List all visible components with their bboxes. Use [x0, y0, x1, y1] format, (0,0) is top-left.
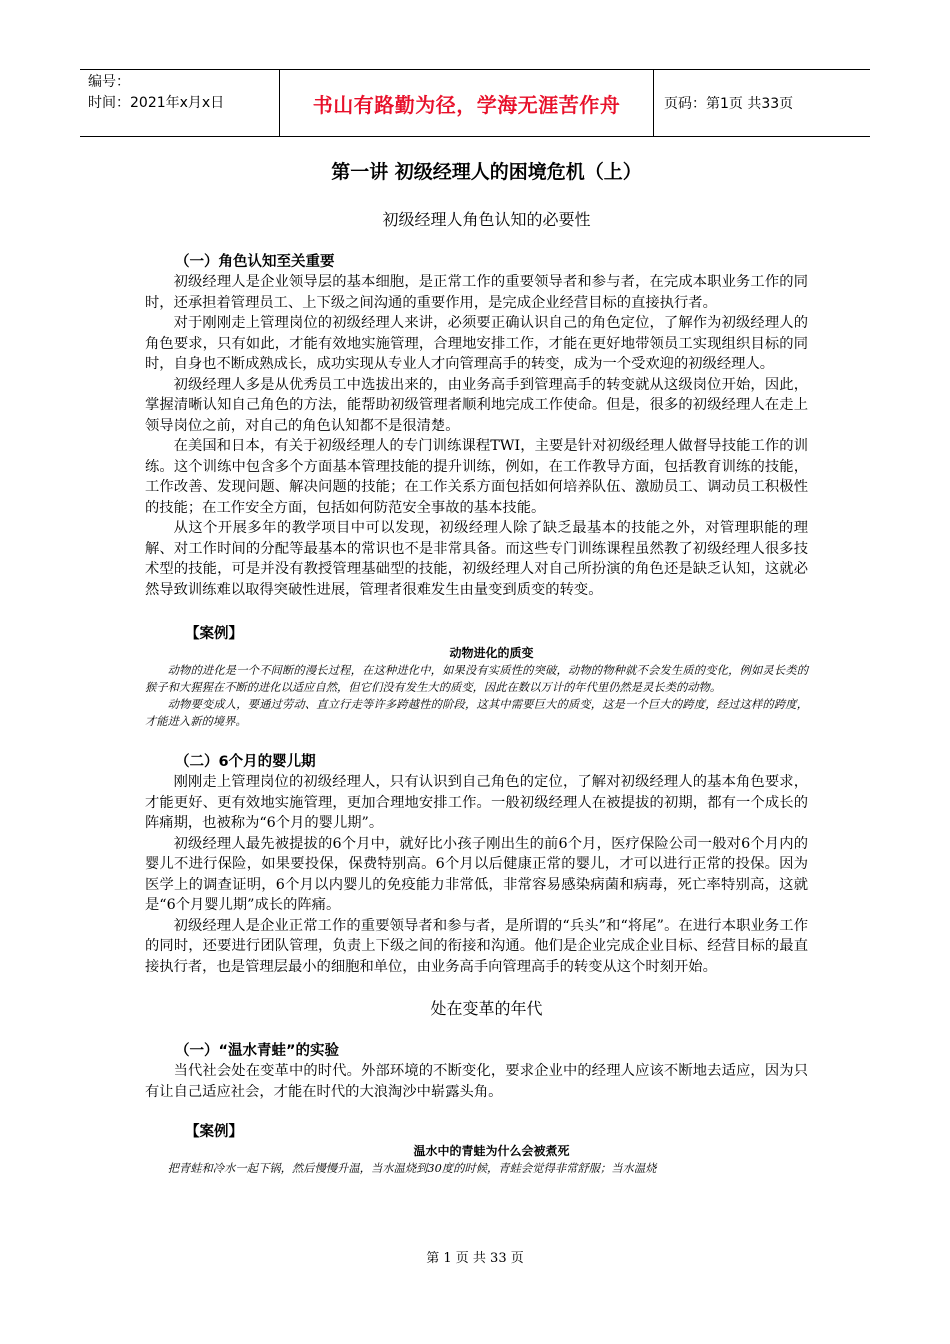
header-meta: [80, 70, 280, 136]
paragraph: 对于刚刚走上管理岗位的初级经理人来讲，必须要正确认识自己的角色定位，了解作为初级经理人的角色要求，只有如此，才能有效地实施管理，合理地安排工作，才能在更好地带领员工实现组织目标的同时，自身也不断成熟成长，成功实现从专业人才向管理高手的转变，成为一个受欢迎的初级经理人。: [145, 315, 808, 372]
number-label: 编号：: [88, 74, 130, 90]
case-paragraph: 把青蛙和冷水一起下锅，然后慢慢升温，当水温烧到30度的时候，青蛙会觉得非常舒服；当水温烧: [167, 1162, 657, 1175]
subsection-heading: （一）角色认知至关重要: [175, 254, 335, 270]
lecture-title: 第一讲 初级经理人的困境危机（上）: [331, 161, 642, 183]
header-motto-cell: [280, 70, 654, 136]
paragraph: 初级经理人最先被提拔的6个月中，就好比小孩子刚出生的前6个月，医疗保险公司一般对6个月内的婴儿不进行保险，如果要投保，保费特别高。6个月以后健康正常的婴儿，才可以进行正常的投保。因为医学上的调查证明，6个月以内婴儿的免疫能力非常低，非常容易感染病菌和病毒，死亡率特别高，这就是“6个月婴儿期”成长的阵痛。: [145, 835, 808, 913]
subsection-heading: （二）6个月的婴儿期: [175, 754, 316, 770]
paragraph: 初级经理人是企业正常工作的重要领导者和参与者，是所谓的“兵头”和“将尾”。在进行本职业务工作的同时，还要进行团队管理，负责上下级之间的衔接和沟通。他们是企业完成企业目标、经营目标的最直接执行者，也是管理层最小的细胞和单位，由业务高手向管理高手的转变从这个时刻开始。: [145, 917, 808, 975]
section-title: 初级经理人角色认知的必要性: [382, 210, 591, 229]
date-label: 时间：2021年x月x日: [88, 95, 225, 111]
case-title: 温水中的青蛙为什么会被煮死: [413, 1144, 570, 1158]
paragraph: 初级经理人是企业领导层的基本细胞，是正常工作的重要领导者和参与者，在完成本职业务工作的同时，还承担着管理员工、上下级之间沟通的重要作用，是完成企业经营目标的直接执行者。: [145, 274, 808, 311]
header-page-info: 页码：第1页 共33页: [664, 96, 794, 112]
case-title: 动物进化的质变: [449, 646, 534, 660]
paragraph: 在美国和日本，有关于初级经理人的专门训练课程TWI，主要是针对初级经理人做督导技能工作的训练。这个训练中包含多个方面基本管理技能的提升训练，例如，在工作教导方面，包括教育训练的技能，工作改善、发现问题、解决问题的技能；在工作关系方面包括如何培养队伍、激励员工、调动员工积极性的技能；在工作安全方面，包括如何防范安全事故的基本技能。: [145, 438, 808, 516]
paragraph: 从这个开展多年的教学项目中可以发现，初级经理人除了缺乏最基本的技能之外，对管理职能的理解、对工作时间的分配等最基本的常识也不是非常具备。而这些专门训练课程虽然教了初级经理人很多技术型的技能，可是并没有教授管理基础型的技能，初级经理人对自己所扮演的角色还是缺乏认知，这就必然导致训练难以取得突破性进展，管理者很难发生由量变到质变的转变。: [145, 520, 808, 598]
paragraph: 当代社会处在变革中的时代。外部环境的不断变化，要求企业中的经理人应该不断地去适应，因为只有让自己适应社会，才能在时代的大浪淘沙中崭露头角。: [145, 1063, 808, 1100]
document-body: [145, 158, 808, 1177]
paragraph: 初级经理人多是从优秀员工中选拔出来的，由业务高手到管理高手的转变就从这级岗位开始，因此，掌握清晰认知自己角色的方法，能帮助初级管理者顺利地完成工作使命。但是，很多的初级经理人在走上领导岗位之前，对自己的角色认知都不是很清楚。: [145, 376, 808, 434]
case-label: 【案例】: [185, 1124, 243, 1140]
case-paragraph: 动物要变成人，要通过劳动、直立行走等许多跨越性的阶段，这其中需要巨大的质变，这是一个巨大的跨度，经过这样的跨度，才能进入新的境界。: [145, 698, 808, 728]
document-header: [80, 69, 870, 137]
subsection-heading: （一）“温水青蛙”的实验: [175, 1043, 340, 1059]
page-footer: 第 1 页 共 33 页: [426, 1251, 524, 1266]
header-motto: 书山有路勤为径，学海无涯苦作舟: [312, 92, 621, 117]
section-title: 处在变革的年代: [430, 999, 543, 1018]
case-paragraph: 动物的进化是一个不间断的漫长过程，在这种进化中，如果没有实质性的突破，动物的物种就不会发生质的变化，例如灵长类的猴子和大猩猩在不断的进化以适应自然，但它们没有发生大的质变，因此在数以万计的年代里仍然是灵长类的动物。: [145, 664, 808, 694]
paragraph: 刚刚走上管理岗位的初级经理人，只有认识到自己角色的定位，了解对初级经理人的基本角色要求，才能更好、更有效地实施管理，更加合理地安排工作。一般初级经理人在被提拔的初期，都有一个成长的阵痛期，也被称为“6个月的婴儿期”。: [145, 774, 808, 831]
case-label: 【案例】: [185, 626, 243, 642]
